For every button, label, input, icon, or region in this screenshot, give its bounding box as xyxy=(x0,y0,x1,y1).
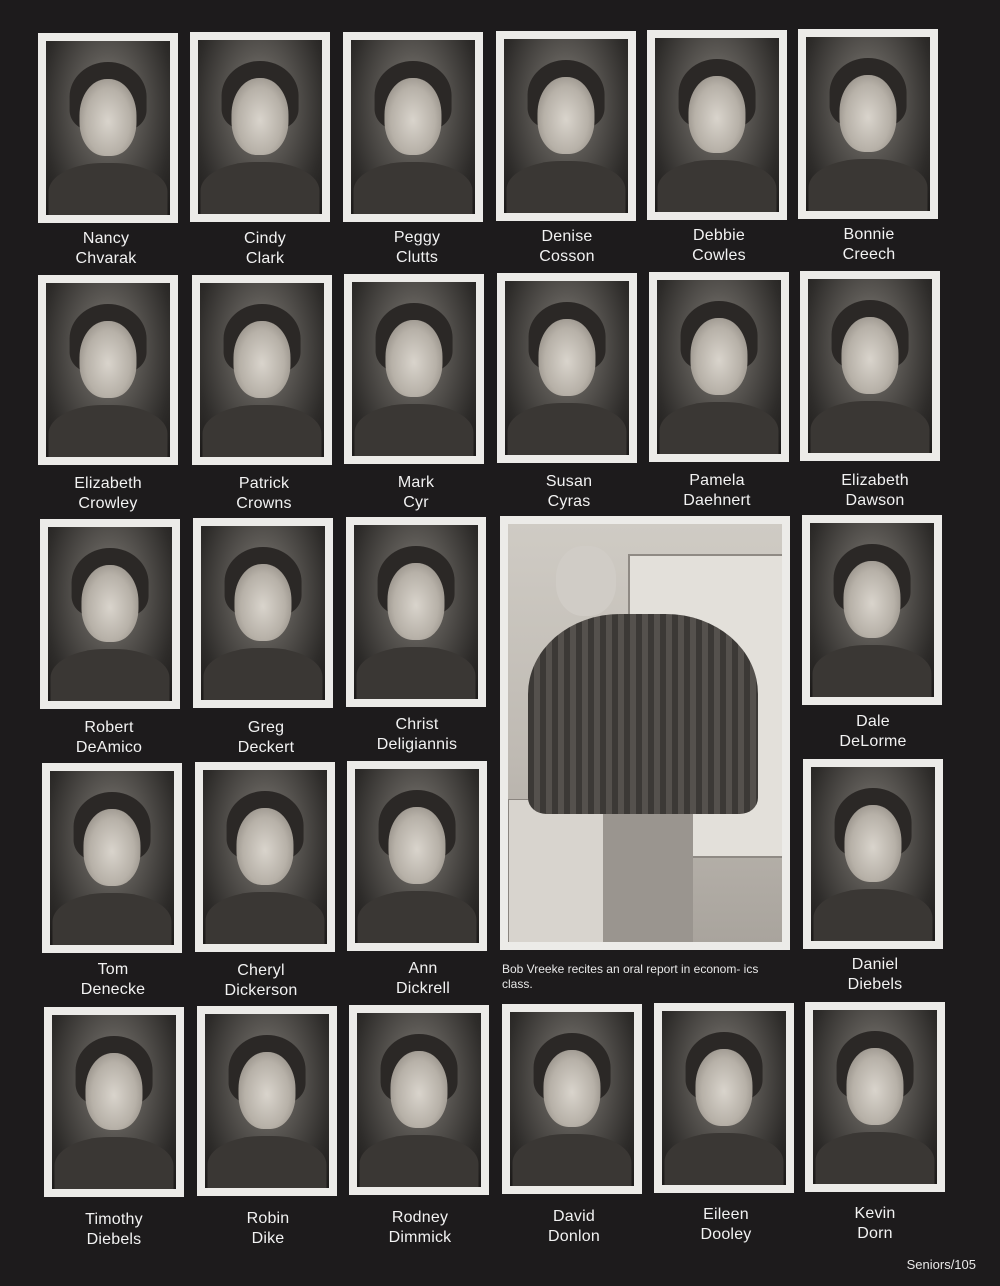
first-name: Robert xyxy=(84,719,134,736)
portrait-name xyxy=(31,229,181,269)
last-name: DeLorme xyxy=(839,733,907,750)
first-name: Mark xyxy=(397,474,435,491)
last-name: Deckert xyxy=(237,739,295,756)
portrait-name xyxy=(642,471,792,511)
first-name: Bonnie xyxy=(843,226,895,243)
portrait-photo xyxy=(798,29,938,219)
first-name: Christ xyxy=(395,716,439,733)
portrait-name xyxy=(794,225,944,265)
portrait-name xyxy=(800,471,950,511)
first-name: Elizabeth xyxy=(841,472,909,489)
portrait-photo xyxy=(497,273,637,463)
first-name: Kevin xyxy=(854,1205,896,1222)
last-name: Clutts xyxy=(395,249,439,266)
last-name: Daehnert xyxy=(683,492,751,509)
last-name: Diebels xyxy=(86,1231,142,1248)
portrait-photo xyxy=(38,275,178,465)
portrait-photo xyxy=(347,761,487,951)
portrait-name xyxy=(34,718,184,758)
portrait-photo xyxy=(42,763,182,953)
portrait-photo xyxy=(197,1006,337,1196)
first-name: Nancy xyxy=(82,230,130,247)
portrait-name xyxy=(186,961,336,1001)
portrait-photo xyxy=(343,32,483,222)
last-name: DeAmico xyxy=(75,739,143,756)
portrait-name xyxy=(189,474,339,514)
first-name: Elizabeth xyxy=(74,475,142,492)
portrait-name xyxy=(39,1210,189,1250)
first-name: Rodney xyxy=(391,1209,449,1226)
portrait-photo xyxy=(654,1003,794,1193)
first-name: Eileen xyxy=(703,1206,749,1223)
first-name: Tom xyxy=(97,961,129,978)
last-name: Dickrell xyxy=(395,980,451,997)
first-name: Greg xyxy=(247,719,285,736)
page-folio: Seniors/105 xyxy=(906,1257,976,1272)
last-name: Crowley xyxy=(78,495,138,512)
last-name: Donlon xyxy=(548,1228,600,1245)
first-name: Debbie xyxy=(693,227,745,244)
portrait-name xyxy=(800,1204,950,1244)
portrait-name xyxy=(644,226,794,266)
last-name: Deligiannis xyxy=(376,736,458,753)
portrait-photo xyxy=(647,30,787,220)
portrait-name xyxy=(342,228,492,268)
portrait-name xyxy=(33,474,183,514)
last-name: Cosson xyxy=(539,248,595,265)
portrait-photo xyxy=(502,1004,642,1194)
portrait-name xyxy=(492,227,642,267)
portrait-photo xyxy=(44,1007,184,1197)
portrait-name xyxy=(651,1205,801,1245)
last-name: Cyras xyxy=(547,493,591,510)
last-name: Dooley xyxy=(700,1226,752,1243)
last-name: Creech xyxy=(842,246,896,263)
last-name: Chvarak xyxy=(75,250,137,267)
portrait-name xyxy=(191,718,341,758)
first-name: Robin xyxy=(246,1210,290,1227)
portrait-photo xyxy=(40,519,180,709)
last-name: Dawson xyxy=(845,492,905,509)
portrait-photo xyxy=(649,272,789,462)
portrait-photo xyxy=(802,515,942,705)
last-name: Dimmick xyxy=(388,1229,452,1246)
first-name: Timothy xyxy=(85,1211,143,1228)
first-name: David xyxy=(553,1208,595,1225)
portrait-photo xyxy=(805,1002,945,1192)
first-name: Cindy xyxy=(244,230,286,247)
portrait-name xyxy=(499,1207,649,1247)
last-name: Dike xyxy=(251,1230,285,1247)
last-name: Cowles xyxy=(692,247,746,264)
portrait-photo xyxy=(800,271,940,461)
portrait-name xyxy=(798,712,948,752)
portrait-photo xyxy=(346,517,486,707)
portrait-name xyxy=(800,955,950,995)
portrait-photo xyxy=(38,33,178,223)
portrait-name xyxy=(193,1209,343,1249)
first-name: Peggy xyxy=(393,229,441,246)
first-name: Dale xyxy=(856,713,890,730)
first-name: Daniel xyxy=(851,956,899,973)
portrait-photo xyxy=(193,518,333,708)
first-name: Cheryl xyxy=(237,962,285,979)
portrait-photo xyxy=(195,762,335,952)
last-name: Dorn xyxy=(857,1225,893,1242)
portrait-name xyxy=(345,1208,495,1248)
portrait-name xyxy=(494,472,644,512)
portrait-name xyxy=(190,229,340,269)
portrait-name xyxy=(38,960,188,1000)
portrait-name xyxy=(348,959,498,999)
last-name: Diebels xyxy=(847,976,903,993)
portrait-name xyxy=(341,473,491,513)
portrait-photo xyxy=(349,1005,489,1195)
last-name: Denecke xyxy=(80,981,146,998)
last-name: Crowns xyxy=(236,495,292,512)
first-name: Pamela xyxy=(689,472,745,489)
first-name: Susan xyxy=(545,473,593,490)
first-name: Patrick xyxy=(238,475,290,492)
portrait-photo xyxy=(192,275,332,465)
candid-caption: Bob Vreeke recites an oral report in econom- ics class. xyxy=(502,962,759,991)
candid-photo xyxy=(500,516,790,950)
last-name: Cyr xyxy=(403,494,429,511)
last-name: Clark xyxy=(245,250,285,267)
first-name: Denise xyxy=(541,228,593,245)
portrait-photo xyxy=(190,32,330,222)
portrait-photo xyxy=(496,31,636,221)
portrait-photo xyxy=(803,759,943,949)
first-name: Ann xyxy=(408,960,438,977)
portrait-name xyxy=(342,715,492,755)
portrait-photo xyxy=(344,274,484,464)
last-name: Dickerson xyxy=(224,982,298,999)
